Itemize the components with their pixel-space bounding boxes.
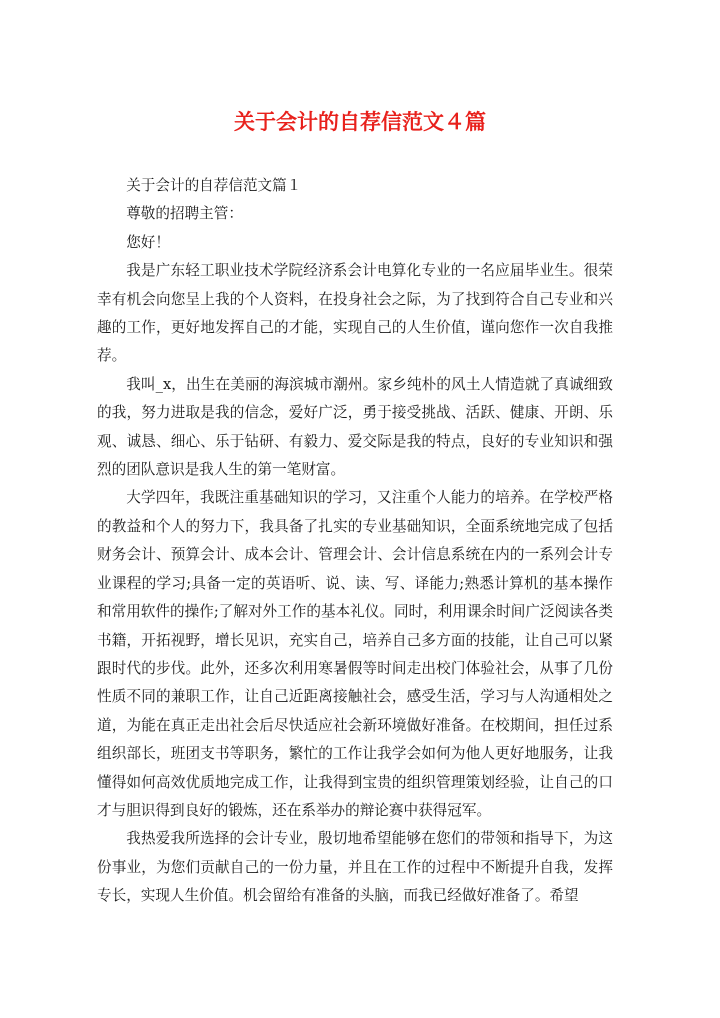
- salutation: 尊敬的招聘主管：: [126, 205, 243, 223]
- body-paragraph-intro: 我是广东轻工职业技术学院经济系会计电算化专业的一名应届毕业生。很荣幸有机会向您呈上我的个人资料，在投身社会之际，为了找到符合自己专业和兴趣的工作，更好地发挥自己的才能，实现自己的人生价值，谨向您作一次自我推荐。: [97, 262, 613, 365]
- document-body: [97, 172, 613, 911]
- body-paragraph-closing: 我热爱我所选择的会计专业，殷切地希望能够在您们的带领和指导下，为这份事业，为您们贡献自己的一份力量，并且在工作的过程中不断提升自我，发挥专长，实现人生价值。机会留给有准备的头脑，而我已经做好准备了。希望: [97, 830, 613, 905]
- section-heading: 关于会计的自荐信范文篇１: [126, 177, 302, 194]
- body-paragraph-education: 大学四年，我既注重基础知识的学习，又注重个人能力的培养。在学校严格的教益和个人的努力下，我具备了扎实的专业基础知识，全面系统地完成了包括财务会计、预算会计、成本会计、管理会计、会计信息系统在内的一系列会计专业课程的学习;具备一定的英语听、说、读、写、译能力;熟悉计算机的基本操作和常用软件的操作;了解对外工作的基本礼仪。同时，利用课余时间广泛阅读各类书籍，开拓视野，增长见识，充实自己，培养自己多方面的技能，让自己可以紧跟时代的步伐。此外，还多次利用寒暑假等时间走出校门体验社会，从事了几份性质不同的兼职工作，让自己近距离接触社会，感受生活，学习与人沟通相处之道，为能在真正走出社会后尽快适应社会新环境做好准备。在校期间，担任过系组织部长，班团支书等职务，繁忙的工作让我学会如何为他人更好地服务，让我懂得如何高效优质地完成工作，让我得到宝贵的组织管理策划经验，让自己的口才与胆识得到良好的锻炼，还在系举办的辩论赛中获得冠军。: [97, 489, 613, 819]
- document-title: 关于会计的自荐信范文４篇: [234, 110, 486, 134]
- body-paragraph-background: 我叫_x，出生在美丽的海滨城市潮州。家乡纯朴的风土人情造就了真诚细致的我，努力进取是我的信念，爱好广泛，勇于接受挑战、活跃、健康、开朗、乐观、诚恳、细心、乐于钻研、有毅力、爱交际是我的特点，良好的专业知识和强烈的团队意识是我人生的第一笔财富。: [97, 375, 613, 479]
- greeting: 您好！: [126, 233, 170, 251]
